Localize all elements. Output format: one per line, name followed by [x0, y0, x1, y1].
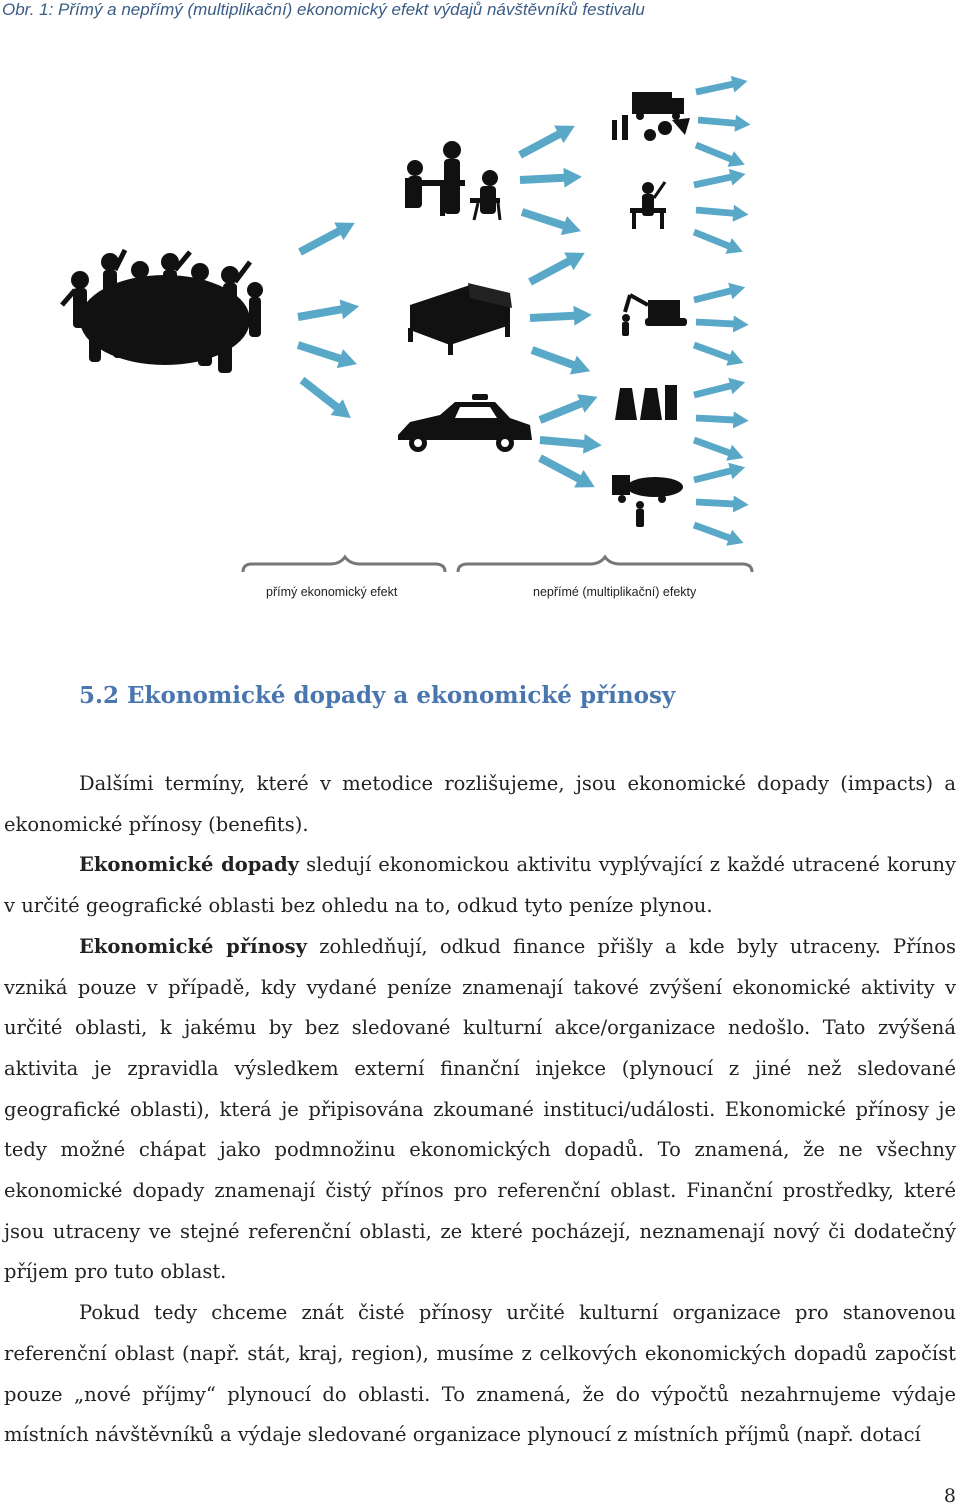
term-impacts: Ekonomické dopady — [79, 853, 299, 877]
section-heading: 5.2 Ekonomické dopady a ekonomické přínosy — [79, 682, 676, 709]
direct-effect-brace — [243, 557, 445, 572]
figure-caption: Obr. 1: Přímý a nepřímý (multiplikační) ekonomický efekt výdajů návštěvníků festivalu — [2, 0, 645, 19]
term-benefits: Ekonomické přínosy — [79, 934, 307, 958]
taxi-icon — [398, 394, 532, 452]
page-number: 8 — [943, 1485, 956, 1507]
food-truck-icon — [612, 92, 690, 141]
direct-effect-label: přímý ekonomický efekt — [266, 585, 398, 599]
restaurant-icon — [405, 141, 500, 220]
indirect-effect-brace — [458, 557, 752, 572]
excavator-icon — [622, 295, 687, 336]
paragraph-1: Dalšími termíny, které v metodice rozlišujeme, jsou ekonomické dopady (impacts) a ekonomické přínosy (benefits). — [4, 772, 956, 836]
bed-icon — [408, 283, 512, 355]
economic-effect-figure — [0, 30, 960, 630]
indirect-effect-label: nepřímé (multiplikační) efekty — [533, 585, 697, 599]
paragraph-4: Pokud tedy chceme znát čisté přínosy určité kulturní organizace pro stanovenou referenční oblast (např. stát, kraj, region), musíme z celkových ekonomických dopadů započíst pouze „nové příjmy“ plynoucí do oblasti. To znamená, že do výpočtů nezahrnujeme výdaje místních návštěvníků a výdaje sledované organizace plynoucí z místních příjmů (např. dotací — [4, 1301, 956, 1447]
body-text — [4, 764, 956, 1456]
crowd-icon — [62, 250, 263, 373]
paragraph-3-text: zohledňují, odkud finance přišly a kde byly utraceny. Přínos vzniká pouze v případě, kdy vydané peníze znamenají takové zvýšení ekonomické aktivity v určité oblasti, k jakému by bez sledované kulturní akce/organizace nedošlo. Tato zvýšená aktivita je zpravidla výsledkem externí finanční injekce (plynoucí z jiné než sledované geografické oblasti), která je připisována zkoumané instituci/události. Ekonomické přínosy je tedy možné chápat jako podmnožinu ekonomických dopadů. To znamená, že ne všechny ekonomické dopady znamenají čistý přínos pro referenční oblast. Finanční prostředky, které jsou utraceny ve stejné referenční oblasti, ze které pocházejí, neznamenají nový či dodatečný příjem pro tuto oblast. — [4, 934, 956, 1284]
paragraph-3 — [4, 927, 956, 1293]
paragraph-2-text: sledují ekonomickou aktivitu vyplývající z každé utracené koruny v určité geografické oblasti bez ohledu na to, odkud tyto peníze plynou. — [4, 853, 956, 918]
paragraph-2 — [4, 845, 956, 926]
tanker-truck-icon — [612, 475, 683, 527]
factory-icon — [615, 385, 677, 420]
craftsman-icon — [630, 182, 666, 229]
